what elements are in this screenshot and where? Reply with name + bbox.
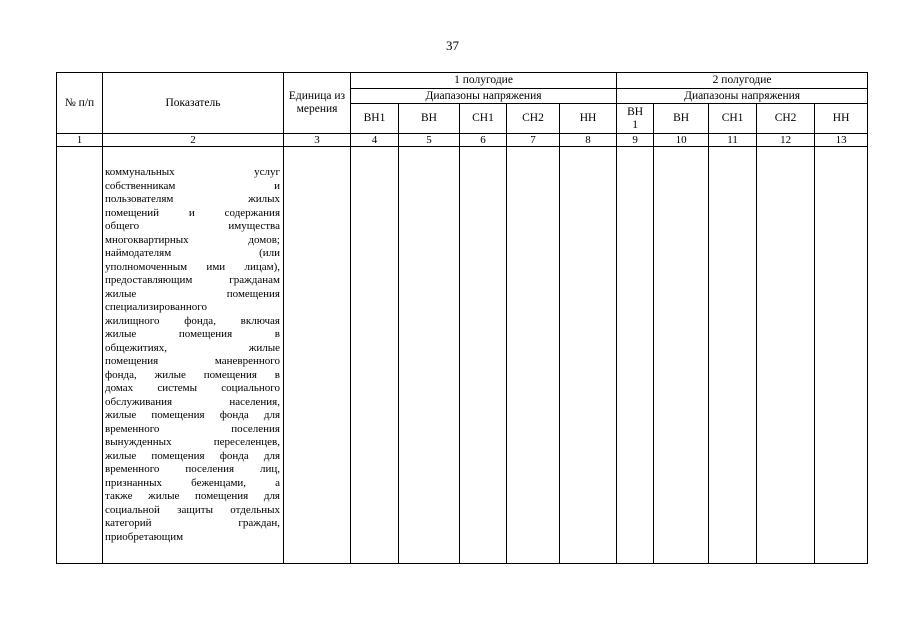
indicator-text-line: общежитиях, жилые [105, 341, 280, 354]
value-cell [617, 147, 654, 564]
indicator-text-line: категорий граждан, [105, 517, 280, 529]
header-h1-nn: НН [560, 104, 617, 134]
indicator-text-line: признанных беженцами, а [105, 476, 280, 489]
header-h1-vn1: ВН1 [351, 104, 399, 134]
header-ranges-2: Диапазоны напряжения [617, 89, 868, 104]
header-num: № п/п [57, 73, 103, 134]
header-half-2: 2 полугодие [617, 73, 868, 89]
header-h1-sn2: СН2 [507, 104, 560, 134]
indicator-text-line: уполномоченным ими лицам), [105, 260, 280, 273]
indicator-text-cell [103, 147, 284, 564]
header-half-1: 1 полугодие [351, 73, 617, 89]
column-number: 6 [460, 134, 507, 147]
value-cell [351, 147, 399, 564]
indicator-text-line: социальной защиты отдельных [105, 503, 280, 516]
column-number: 12 [757, 134, 815, 147]
indicator-text-line: многоквартирных домов; [105, 233, 280, 246]
header-indicator: Показатель [103, 73, 284, 134]
indicator-text-line: фонда, жилые помещения в [105, 368, 280, 381]
indicator-text-line: общего имущества [105, 220, 280, 232]
indicator-text-line: временного поселения [105, 422, 280, 435]
column-number: 8 [560, 134, 617, 147]
indicator-text-line: также жилые помещения для [105, 490, 280, 502]
indicator-text-line: собственникам и [105, 179, 280, 192]
column-number: 1 [57, 134, 103, 147]
indicator-text-line: приобретающим [105, 530, 184, 543]
header-h2-sn2: СН2 [757, 104, 815, 134]
table-row [57, 147, 868, 564]
indicator-text-line: коммунальных услуг [105, 166, 280, 178]
value-cell [399, 147, 460, 564]
header-h2-vn: ВН [654, 104, 709, 134]
row-unit-cell [284, 147, 351, 564]
indicator-text-line: помещения маневренного [105, 355, 280, 367]
indicator-text-line: домах системы социального [105, 382, 280, 394]
indicator-text-line: жилищного фонда, включая [105, 314, 280, 327]
column-number: 11 [709, 134, 757, 147]
indicator-text-line: специализированного [105, 301, 207, 313]
column-number: 9 [617, 134, 654, 147]
value-cell [460, 147, 507, 564]
value-cell [507, 147, 560, 564]
header-h1-sn1: СН1 [460, 104, 507, 134]
indicator-text-line: наймодателям (или [105, 247, 280, 259]
column-number: 3 [284, 134, 351, 147]
indicator-text-line: помещений и содержания [105, 206, 280, 219]
column-number-row [57, 134, 868, 147]
column-number: 2 [103, 134, 284, 147]
column-number: 13 [815, 134, 868, 147]
indicator-text-line: временного поселения лиц, [105, 463, 280, 475]
indicator-text-line: жилые помещения фонда для [105, 449, 280, 462]
column-number: 5 [399, 134, 460, 147]
header-row-periods [57, 73, 868, 89]
row-num-cell [57, 147, 103, 564]
value-cell [757, 147, 815, 564]
column-number: 7 [507, 134, 560, 147]
value-cell [560, 147, 617, 564]
indicator-text-line: обслуживания населения, [105, 395, 280, 408]
header-h2-vn1: ВН 1 [617, 104, 654, 134]
column-number: 4 [351, 134, 399, 147]
value-cell [709, 147, 757, 564]
indicator-text-line: жилые помещения [105, 287, 280, 300]
indicator-text-line: предоставляющим гражданам [105, 274, 280, 286]
column-number: 10 [654, 134, 709, 147]
value-cell [654, 147, 709, 564]
indicator-text-line: жилые помещения фонда для [105, 409, 280, 421]
header-unit: Единица измерения [284, 73, 351, 134]
header-h2-nn: НН [815, 104, 868, 134]
header-ranges-1: Диапазоны напряжения [351, 89, 617, 104]
page-number: 37 [446, 38, 459, 53]
value-cell [815, 147, 868, 564]
indicator-table [56, 72, 868, 564]
indicator-text-line: вынужденных переселенцев, [105, 436, 280, 448]
header-h2-sn1: СН1 [709, 104, 757, 134]
indicator-text-line: жилые помещения в [105, 328, 280, 340]
header-h1-vn: ВН [399, 104, 460, 134]
indicator-text-line: пользователям жилых [105, 193, 280, 205]
